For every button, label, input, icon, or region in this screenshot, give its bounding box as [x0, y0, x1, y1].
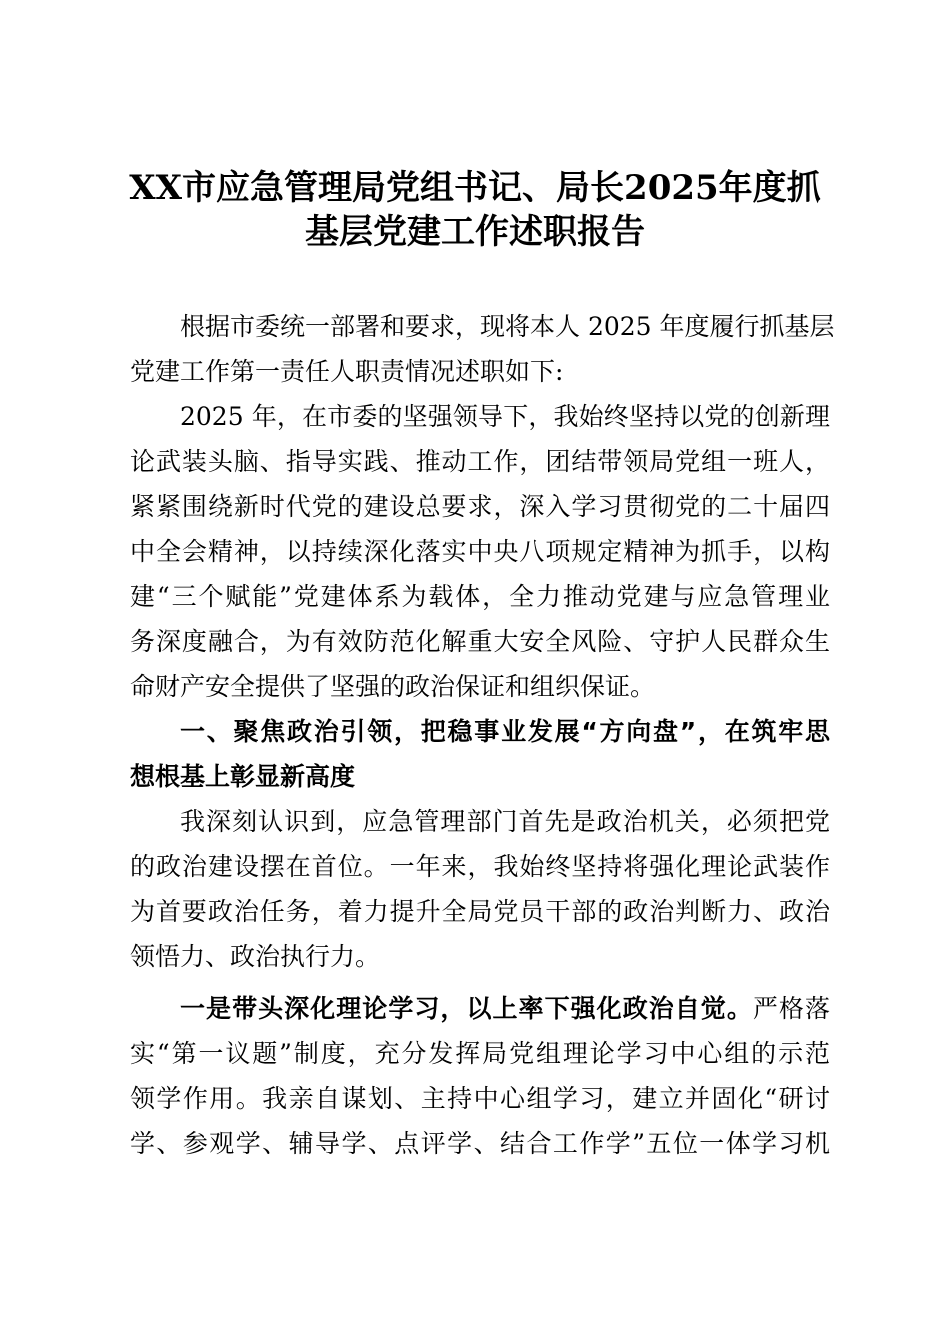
paragraph-line: 紧紧围绕新时代党的建设总要求，深入学习贯彻党的二十届四 — [130, 492, 830, 521]
paragraph-line: 党建工作第一责任人职责情况述职如下: — [130, 357, 564, 386]
document-body — [130, 304, 835, 1166]
point-1-lead: 一是带头深化理论学习，以上率下强化政治自觉。 — [180, 994, 753, 1023]
point-1-lead-rest: 严格落 — [752, 994, 830, 1023]
paragraph-line: 领学作用。我亲自谋划、主持中心组学习，建立并固化“研讨 — [130, 1084, 830, 1113]
section-1-paragraph — [130, 799, 830, 979]
intro-paragraph — [130, 304, 835, 394]
paragraph-line: 的政治建设摆在首位。一年来，我始终坚持将强化理论武装作 — [130, 852, 830, 881]
paragraph-line: 我深刻认识到，应急管理部门首先是政治机关，必须把党 — [180, 807, 830, 836]
document-title — [110, 166, 840, 254]
paragraph-line: 建“三个赋能”党建体系为载体，全力推动党建与应急管理业 — [130, 582, 830, 611]
heading-line: 一、聚焦政治引领，把稳事业发展“方向盘”，在筑牢思 — [180, 717, 830, 746]
paragraph-line: 实“第一议题”制度，充分发挥局党组理论学习中心组的示范 — [130, 1039, 830, 1068]
paragraph-line — [130, 986, 830, 1031]
paragraph-line: 论武装头脑、指导实践、推动工作，团结带领局党组一班人， — [130, 447, 830, 476]
paragraph-line: 务深度融合，为有效防范化解重大安全风险、守护人民群众生 — [130, 627, 830, 656]
overview-paragraph — [130, 394, 830, 709]
paragraph-line: 为首要政治任务，着力提升全局党员干部的政治判断力、政治 — [130, 897, 830, 926]
heading-line: 想根基上彰显新高度 — [130, 762, 356, 791]
title-line-1: XX市应急管理局党组书记、局长2025年度抓 — [129, 168, 821, 208]
section-1-heading — [130, 709, 830, 799]
paragraph-line: 根据市委统一部署和要求，现将本人 2025 年度履行抓基层 — [180, 312, 835, 341]
paragraph-line: 学、参观学、辅导学、点评学、结合工作学”五位一体学习机 — [130, 1129, 830, 1158]
title-line-2: 基层党建工作述职报告 — [305, 212, 645, 252]
paragraph-line: 2025 年，在市委的坚强领导下，我始终坚持以党的创新理 — [180, 402, 830, 431]
paragraph-line: 领悟力、政治执行力。 — [130, 942, 381, 971]
paragraph-line: 命财产安全提供了坚强的政治保证和组织保证。 — [130, 672, 656, 701]
point-1-paragraph — [130, 986, 830, 1166]
paragraph-line: 中全会精神，以持续深化落实中央八项规定精神为抓手，以构 — [130, 537, 830, 566]
